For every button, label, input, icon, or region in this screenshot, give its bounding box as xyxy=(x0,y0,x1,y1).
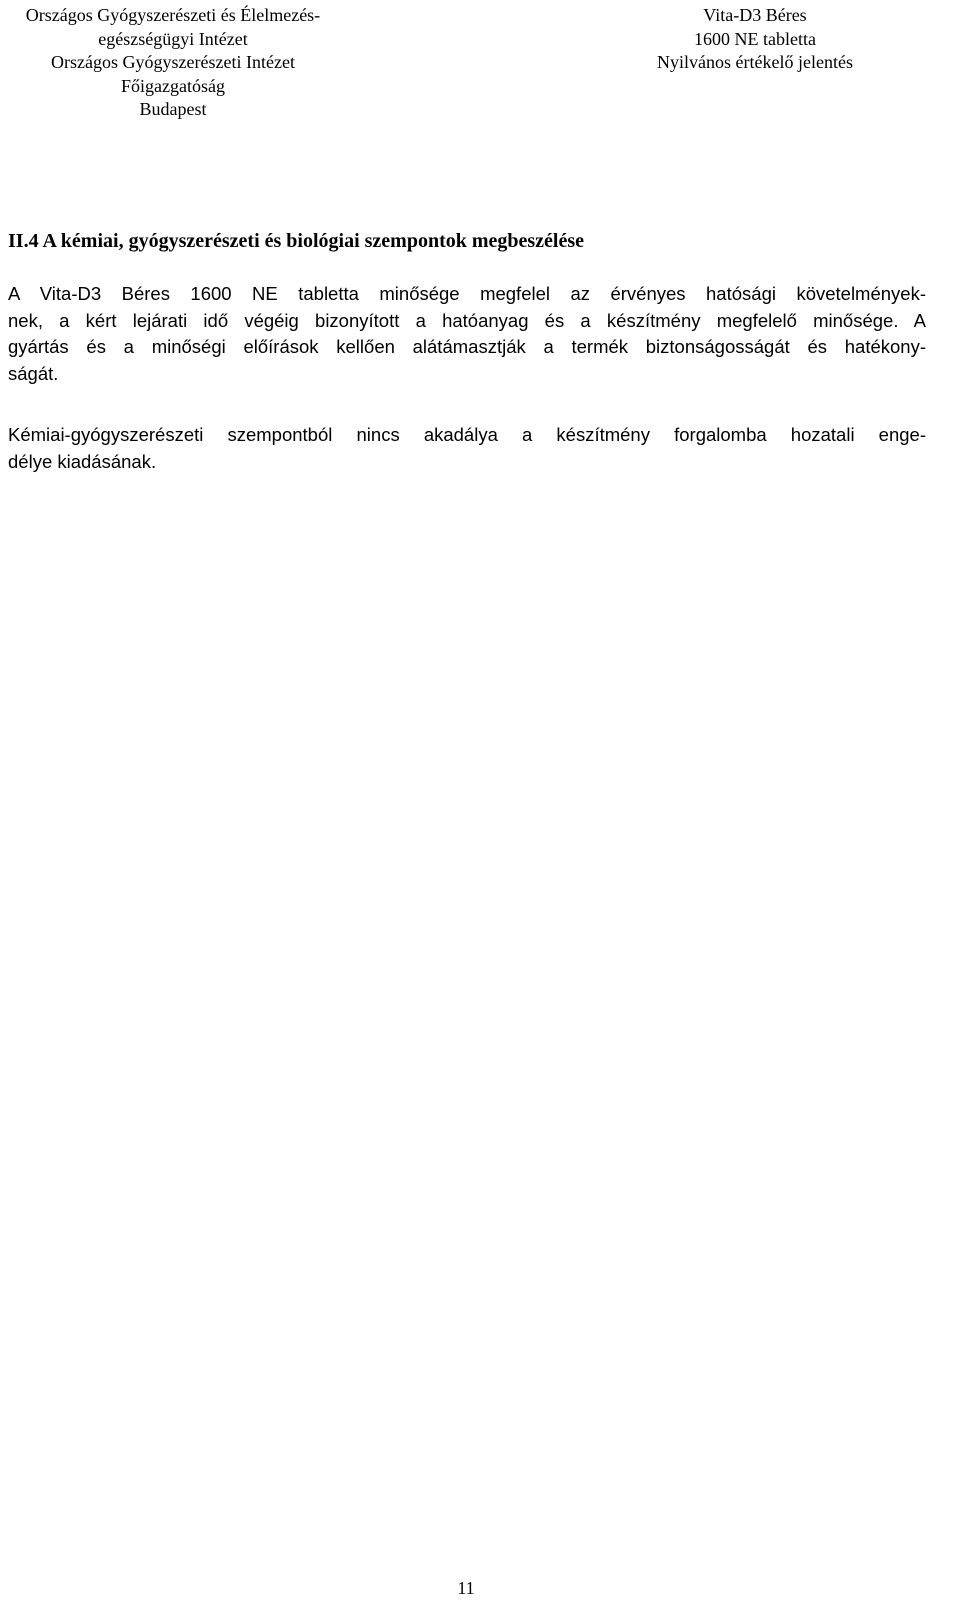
paragraph-line: délye kiadásának. xyxy=(8,450,157,472)
header-institution-line: Főigazgatóság xyxy=(121,75,225,96)
header-institution-line: Országos Gyógyszerészeti Intézet xyxy=(51,52,295,72)
body-paragraph xyxy=(8,281,926,387)
header-institution-line: Budapest xyxy=(139,99,207,119)
paragraph-line: Kémiai-gyógyszerészeti szempontból nincs akadálya a készítmény forgalomba hozatali enge- xyxy=(8,424,926,445)
header-product-line: Nyilvános értékelő jelentés xyxy=(657,52,853,72)
paragraph-line: ságát. xyxy=(8,362,59,384)
document-header xyxy=(0,4,960,124)
header-product-block xyxy=(615,4,895,75)
body-paragraph xyxy=(8,422,926,475)
header-product-line: 1600 NE tabletta xyxy=(694,28,816,49)
paragraph-line: A Vita-D3 Béres 1600 NE tabletta minősége megfelel az érvényes hatósági követelmények- xyxy=(8,283,926,304)
header-institution-line: egészségügyi Intézet xyxy=(98,28,248,49)
paragraph-line: nek, a kért lejárati idő végéig bizonyított a hatóanyag és a készítmény megfelelő minősége. A xyxy=(8,309,926,331)
section-title: II.4 A kémiai, gyógyszerészeti és biológiai szempontok megbeszélése xyxy=(8,230,585,252)
page-number: 11 xyxy=(457,1578,475,1598)
paragraph-line: gyártás és a minőségi előírások kellően alátámasztják a termék biztonságosságát és hatékony- xyxy=(8,336,926,357)
header-product-line: Vita-D3 Béres xyxy=(703,5,807,25)
header-institution-block xyxy=(8,4,338,122)
header-institution-line: Országos Gyógyszerészeti és Élelmezés- xyxy=(25,5,321,25)
